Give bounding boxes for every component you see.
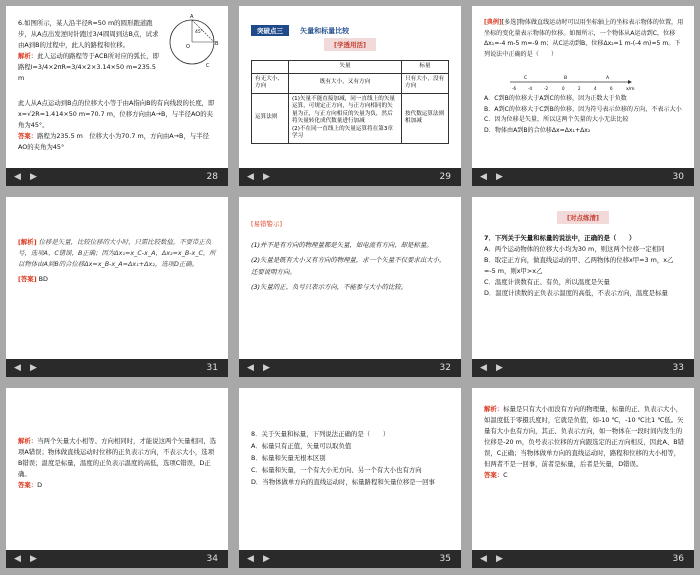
options-list <box>484 94 684 136</box>
axis-label-a: A <box>606 76 610 81</box>
slide-number: 33 <box>672 363 684 373</box>
solution-text: 此人运动的路程等于ACB所对应的弧长，即路程l=3/4×2πR=3/4×2×3.14×50 m=235.5 m <box>18 52 159 82</box>
slide-number: 29 <box>439 172 451 182</box>
question-text: 7．下列关于矢量和标量的说法中，正确的是（ ） <box>484 234 636 242</box>
answer-label: [答案] <box>18 275 37 283</box>
next-arrow-icon[interactable]: ▶ <box>496 363 503 373</box>
answer-text: C <box>503 471 508 479</box>
question-text: 8．关于矢量和标量，下列说法正确的是（ ） <box>251 430 390 438</box>
slide-number: 30 <box>672 172 684 182</box>
figure-label-o: O <box>186 44 190 50</box>
axis-tick: -4 <box>528 86 532 91</box>
option-item: D．当物体做单方向的直线运动时，标量路程和矢量位移是一回事 <box>251 478 435 486</box>
answer-label: 答案： <box>18 132 38 140</box>
axis-tick: 0 <box>562 86 565 91</box>
slide-number: 31 <box>206 363 218 373</box>
answer-text: 路程为235.5 m 位移大小为70.7 m，方向由A→B，与半径AO的夹角为45° <box>18 132 209 151</box>
slide-text <box>484 404 684 481</box>
slide-35[interactable] <box>239 388 461 568</box>
header-tag: 突破点三 <box>251 25 289 36</box>
slide-text-lower <box>18 98 218 153</box>
slide-footer <box>239 550 461 568</box>
solution-text: 当两个矢量大小相等、方向相同时，才能说这两个矢量相同，选项A错误；物体做直线运动时位移的正负表示方向，不表示大小，选项B错误；温度是标量，温度的正负表示温度的高低，选项C错误，D正确。 <box>18 437 217 478</box>
slide-text <box>251 428 451 488</box>
prev-arrow-icon[interactable]: ◀ <box>247 363 254 373</box>
option-item: C．标量和矢量，一个有大小无方向、另一个有大小也有方向 <box>251 466 422 474</box>
table-cell: 既有大小，又有方向 <box>289 73 402 93</box>
table-cell: 按代数运算法则相加减 <box>402 93 449 143</box>
figure-label-c: C <box>206 63 210 69</box>
table-cell: (1)矢量不能直接加减，同一直线上的矢量运算，可规定正方向，与正方向相同的矢量为正，与正方向相反的矢量为负，然后将矢量转化成代数量进行加减 (2)不在同一直线上的矢量运算将在第3章学习 <box>289 93 402 143</box>
next-arrow-icon[interactable]: ▶ <box>30 363 37 373</box>
slide-footer <box>6 359 228 377</box>
slide-footer <box>472 168 694 186</box>
answer-label: 答案： <box>484 471 504 479</box>
solution-label: [解析] <box>18 238 37 246</box>
table-row <box>252 73 449 93</box>
prev-arrow-icon[interactable]: ◀ <box>14 172 21 182</box>
comparison-table <box>251 60 449 144</box>
axis-tick: -2 <box>544 86 548 91</box>
figure-label-b: B <box>215 41 219 47</box>
slide-number: 28 <box>206 172 218 182</box>
warning-list <box>251 239 451 293</box>
list-item: (2)矢量是既有大小又有方向的物理量，求一个矢量不仅要求出大小，还要说明方向。 <box>251 256 446 276</box>
axis-tick: -6 <box>512 86 516 91</box>
slide-34[interactable] <box>6 388 228 568</box>
problem-text: 6.如图所示，某人沿半径R=50 m的圆形跑道跑步，从A点出发逆时针跑过3/4圆周到达B点，试求由A到B的过程中，此人的路程和位移。 <box>18 19 159 49</box>
list-item: (3)矢量的正、负号只表示方向，不能参与大小的比较。 <box>251 283 408 291</box>
option-item: A．C到B的位移大于A到C的位移，因为正数大于负数 <box>484 95 627 102</box>
sub-tag: [学透用活] <box>324 38 376 51</box>
figure-label-angle: 45° <box>195 30 203 35</box>
option-item: B．A到C的位移大于C到B的位移，因为符号表示位移的方向，不表示大小 <box>484 105 682 113</box>
prev-arrow-icon[interactable]: ◀ <box>14 363 21 373</box>
option-item: A．标量只有正值，矢量可以取负值 <box>251 442 352 450</box>
slide-footer <box>6 168 228 186</box>
next-arrow-icon[interactable]: ▶ <box>496 554 503 564</box>
answer-text: BD <box>38 275 48 283</box>
slide-header <box>251 18 349 37</box>
next-arrow-icon[interactable]: ▶ <box>263 554 270 564</box>
axis-tick: 4 <box>594 86 597 91</box>
prev-arrow-icon[interactable]: ◀ <box>480 363 487 373</box>
table-header-cell <box>252 61 289 74</box>
figure-label-a: A <box>190 14 194 20</box>
option-item: B．标量和矢量无根本区别 <box>251 454 326 462</box>
slide-number: 34 <box>206 554 218 564</box>
slide-number: 36 <box>672 554 684 564</box>
slide-text <box>484 18 684 60</box>
table-row <box>252 93 449 143</box>
axis-unit-label: x/m <box>626 87 635 92</box>
table-cell: 只有大小，没有方向 <box>402 73 449 93</box>
list-item: (1)并不是有方向的物理量都是矢量，如电流有方向，却是标量。 <box>251 241 433 249</box>
circle-track-figure <box>164 12 222 72</box>
table-cell: 有无大小、方向 <box>252 73 289 93</box>
slide-text <box>18 237 218 285</box>
slide-text <box>18 436 218 491</box>
header-title: 矢量和标量比较 <box>300 27 350 35</box>
prev-arrow-icon[interactable]: ◀ <box>480 554 487 564</box>
slide-32[interactable] <box>239 197 461 377</box>
next-arrow-icon[interactable]: ▶ <box>496 172 503 182</box>
slide-footer <box>472 550 694 568</box>
axis-label-b: B <box>564 76 568 81</box>
slide-text <box>484 233 684 299</box>
slide-number: 32 <box>439 363 451 373</box>
axis-label-c: C <box>524 76 528 81</box>
axis-tick: 6 <box>610 86 613 91</box>
solution-text-2: 此人从A点运动到B点的位移大小等于由A指向B的有向线段的长度，即x=√2R=1.414×50 m=70.7 m，位移方向由A→B，与半径AO的夹角为45°。 <box>18 99 215 129</box>
prev-arrow-icon[interactable]: ◀ <box>14 554 21 564</box>
slide-29[interactable] <box>239 6 461 186</box>
slide-31[interactable] <box>6 197 228 377</box>
slide-footer <box>6 550 228 568</box>
slide-30[interactable] <box>472 6 694 186</box>
answer-text: D <box>37 481 43 489</box>
coordinate-axis-figure <box>508 74 638 92</box>
option-item: B．取定正方向，做直线运动的甲、乙两物体的位移x甲=3 m，x乙=-5 m，则x甲>x乙 <box>484 256 674 275</box>
solution-text: 标量是只有大小而没有方向的物理量，标量的正、负表示大小，如温度低于零摄氏度时，它就是负值，如-10 ℃，-10 ℃比1 ℃低。矢量有大小也有方向，其正、负表示方向，如一物体在一段时间内发生的位移是-20 m，负号表示位移的方向跟选定的正方向相反，因此A、B错误，C正确；当物体做单方向的直线运动时，路程和位移的大小相等，但两者不是一回事，前者是标量，后者是矢量，D错误。 <box>484 405 684 468</box>
option-item: D．物体由A到B的合位移Δx=Δx₁+Δx₂ <box>484 126 591 134</box>
next-arrow-icon[interactable]: ▶ <box>30 554 37 564</box>
answer-label: 答案： <box>18 481 38 489</box>
next-arrow-icon[interactable]: ▶ <box>263 363 270 373</box>
solution-label: 解析： <box>18 437 38 445</box>
table-header-cell: 标量 <box>402 61 449 74</box>
table-header-row <box>252 61 449 74</box>
axis-tick: 2 <box>578 86 581 91</box>
option-item: C．因为位移是矢量，所以这两个矢量的大小无法比较 <box>484 116 629 123</box>
table-cell: 运算法则 <box>252 93 289 143</box>
solution-text: 位移是矢量，比较位移的大小时，只需比较数值，不要带正负号，选项A、C错误，B正确；因为Δx₁=x_C-x_A，Δx₂=x_B-x_C，所以物体由A到B的合位移Δx=x_B-x_A=Δx₁+Δx₂，选项D正确。 <box>18 238 216 268</box>
option-item: D．温度计读数的正负表示温度的高低，不表示方向，温度是标量 <box>484 289 668 297</box>
question-text: [多选]物体做直线运动时可以用坐标轴上的坐标表示物体的位置，用坐标的变化量表示物体的位移。如图所示，一个物体从A运动到C，位移Δx₁=-4 m-5 m=-9 m；从C运动到B，位移Δx₂=1 m-(-4 m)=5 m。下列说法中正确的是（ ） <box>484 19 684 58</box>
next-arrow-icon[interactable]: ▶ <box>263 172 270 182</box>
slide-number: 35 <box>439 554 451 564</box>
slide-footer <box>239 168 461 186</box>
option-item: C．温度计读数有正、有负，所以温度是矢量 <box>484 278 610 286</box>
slide-33[interactable] <box>472 197 694 377</box>
slide-28[interactable] <box>6 6 228 186</box>
slide-36[interactable] <box>472 388 694 568</box>
prev-arrow-icon[interactable]: ◀ <box>247 172 254 182</box>
slide-footer <box>472 359 694 377</box>
practice-tag: [对点练清] <box>557 211 609 224</box>
prev-arrow-icon[interactable]: ◀ <box>247 554 254 564</box>
prev-arrow-icon[interactable]: ◀ <box>480 172 487 182</box>
example-tag: [典例] <box>484 19 502 26</box>
slide-footer <box>239 359 461 377</box>
solution-label: 解析： <box>18 52 38 60</box>
next-arrow-icon[interactable]: ▶ <box>30 172 37 182</box>
slide-text <box>18 18 162 84</box>
option-item: A．两个运动物体的位移大小均为30 m，则这两个位移一定相同 <box>484 245 665 253</box>
warning-tag: [易错警示] <box>251 220 283 228</box>
solution-label: 解析： <box>484 405 504 413</box>
table-header-cell: 矢量 <box>289 61 402 74</box>
